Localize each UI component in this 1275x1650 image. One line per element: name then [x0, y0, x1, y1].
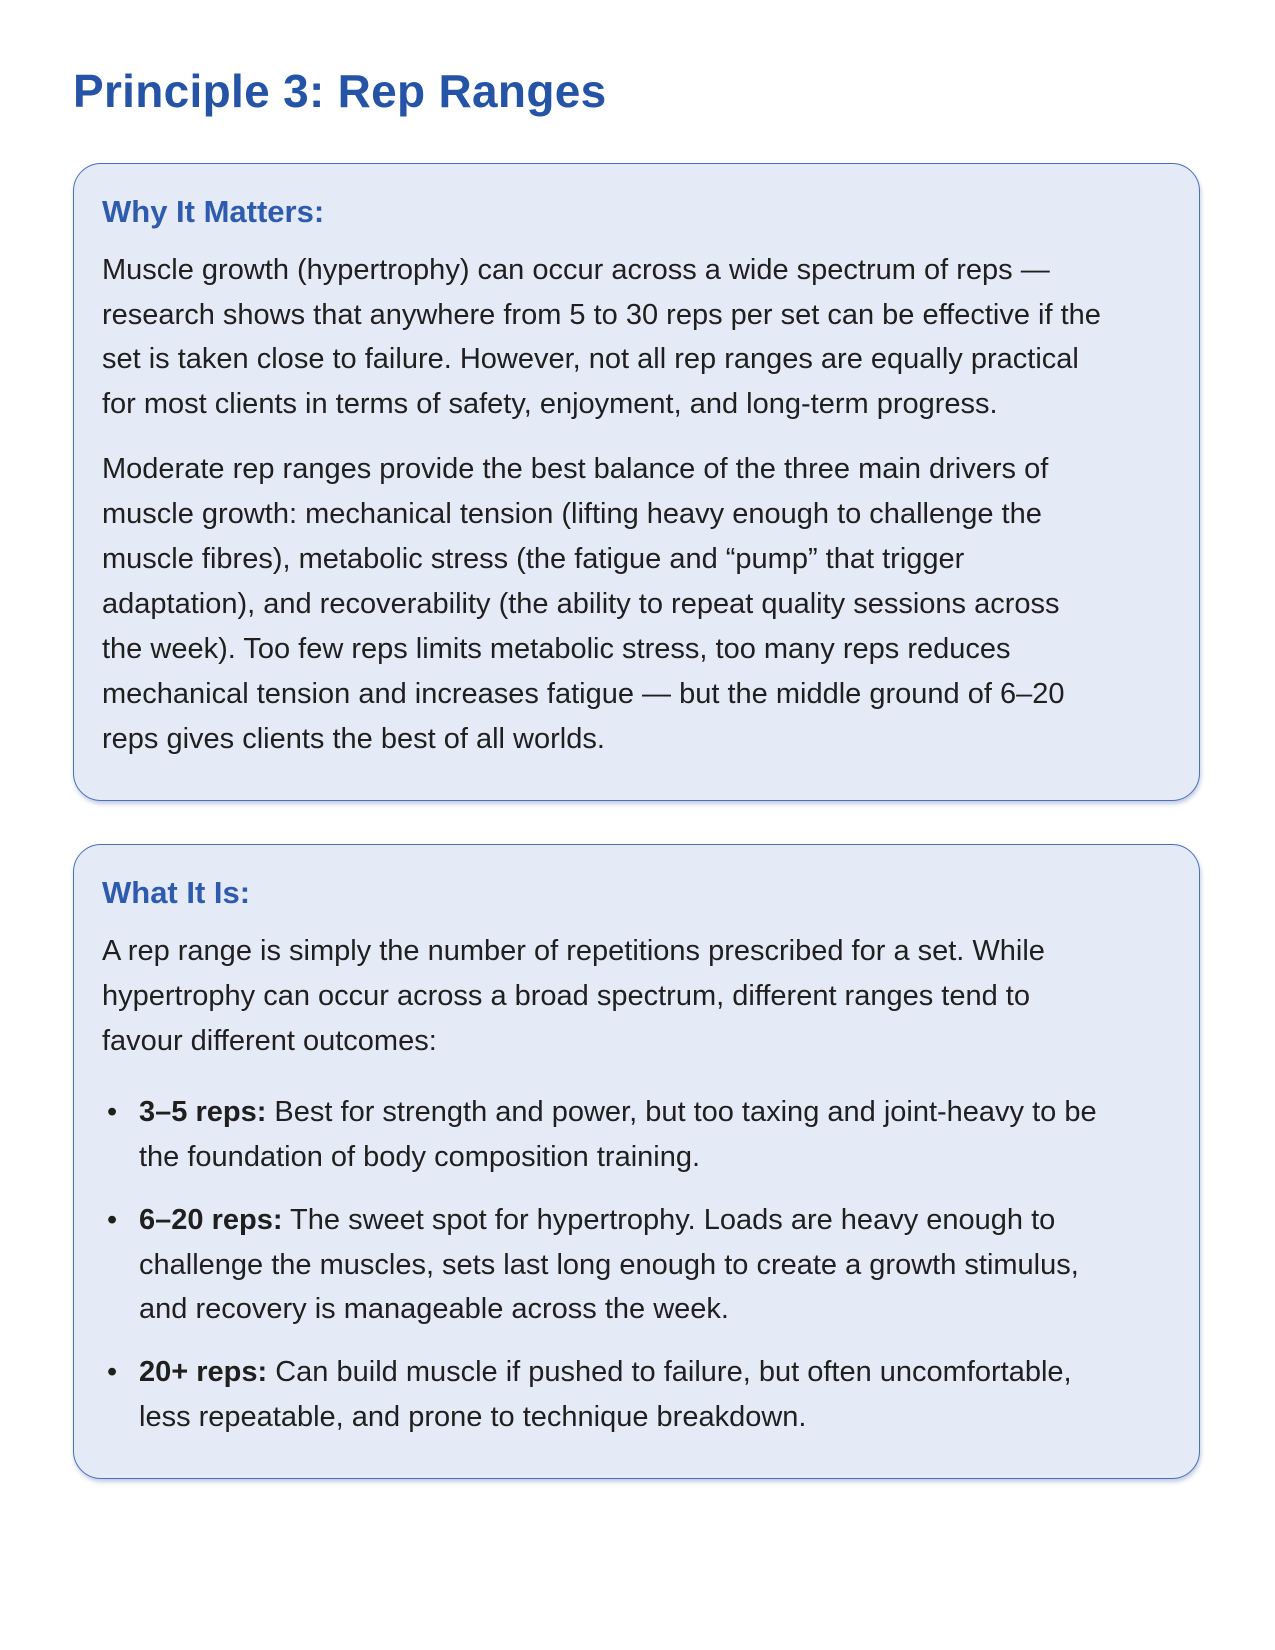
why-it-matters-paragraph-2: Moderate rep ranges provide the best balance of the three main drivers of muscle growth: mechanical tension (lifting heavy enough to challenge the muscle fibres), metabolic stress (the fatigue and “pump” that trigger adaptation), and recoverability (the ability to repeat quality sessions across the week). Too few reps limits metabolic stress, too many reps reduces mechanical tension and increases fatigue — but the middle ground of 6–20 reps gives clients the best of all worlds. — [102, 453, 1065, 755]
list-item-3-5-reps — [102, 1090, 1107, 1180]
list-item-6-20-reps — [102, 1198, 1107, 1333]
card-why-it-matters — [73, 163, 1200, 801]
list-item-20-plus-reps — [102, 1350, 1107, 1440]
what-it-is-paragraph: A rep range is simply the number of repetitions prescribed for a set. While hypertrophy can occur across a broad spectrum, different ranges tend to favour different outcomes: — [102, 934, 1045, 1057]
bullet-label: 3–5 reps: — [139, 1095, 267, 1128]
rep-range-list — [102, 1090, 1107, 1441]
bullet-text: Best for strength and power, but too taxing and joint-heavy to be the foundation of body composition training. — [139, 1095, 1097, 1173]
page-title: Principle 3: Rep Ranges — [73, 65, 607, 117]
what-it-is-heading: What It Is: — [102, 874, 251, 910]
why-it-matters-heading: Why It Matters: — [102, 193, 325, 229]
bullet-text: The sweet spot for hypertrophy. Loads are heavy enough to challenge the muscles, sets last long enough to create a growth stimulus, and recovery is manageable across the week. — [139, 1203, 1079, 1326]
bullet-label: 6–20 reps: — [139, 1203, 283, 1236]
card-what-it-is — [73, 844, 1200, 1479]
bullet-label: 20+ reps: — [139, 1356, 268, 1389]
bullet-text: Can build muscle if pushed to failure, but often uncomfortable, less repeatable, and prone to technique breakdown. — [139, 1356, 1072, 1434]
why-it-matters-paragraph-1: Muscle growth (hypertrophy) can occur across a wide spectrum of reps — research shows that anywhere from 5 to 30 reps per set can be effective if the set is taken close to failure. However, not all rep ranges are equally practical for most clients in terms of safety, enjoyment, and long-term progress. — [102, 253, 1101, 421]
